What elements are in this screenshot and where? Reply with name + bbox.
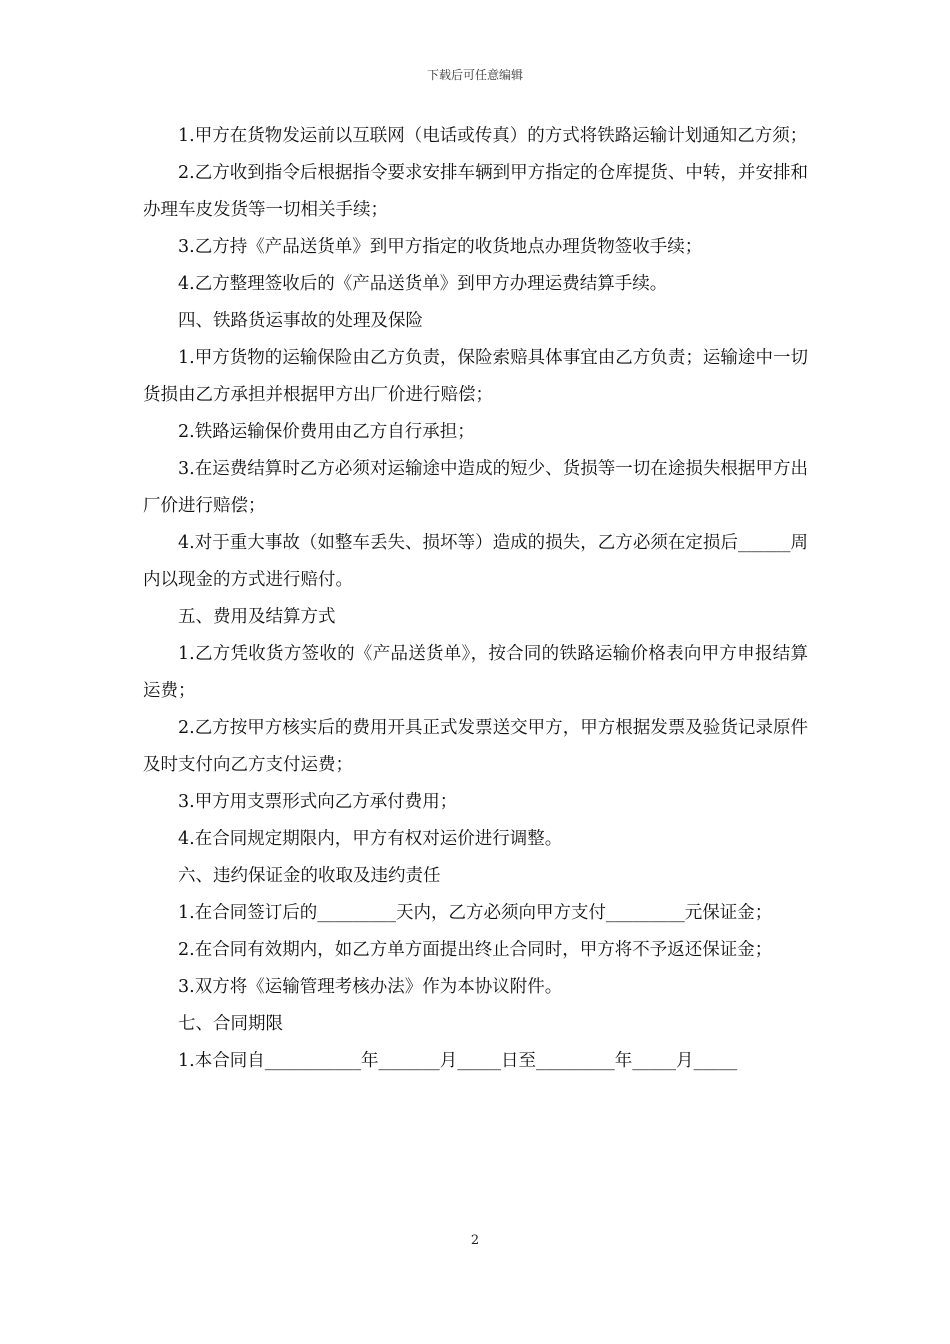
page-number: 2 bbox=[470, 1233, 480, 1248]
paragraph: 1.甲方在货物发运前以互联网（电话或传真）的方式将铁路运输计划通知乙方须； bbox=[178, 126, 808, 146]
paragraph: 1.甲方货物的运输保险由乙方负责，保险索赔具体事宜由乙方负责；运输途中一切货损由乙方承担并根据甲方出厂价进行赔偿； bbox=[143, 348, 808, 405]
paragraph: 2.铁路运输保价费用由乙方自行承担； bbox=[178, 422, 475, 442]
paragraph: 2.在合同有效期内，如乙方单方面提出终止合同时，甲方将不予返还保证金； bbox=[178, 940, 773, 960]
section-heading: 六、违约保证金的收取及违约责任 bbox=[178, 866, 441, 886]
paragraph: 4.乙方整理签收后的《产品送货单》到甲方办理运费结算手续。 bbox=[178, 274, 668, 294]
document-body bbox=[143, 118, 808, 1080]
paragraph: 1.乙方凭收货方签收的《产品送货单》，按合同的铁路运输价格表向甲方申报结算运费； bbox=[143, 644, 808, 701]
section-heading: 七、合同期限 bbox=[178, 1014, 283, 1034]
paragraph: 1.本合同自___________年_______月_____日至_________年_____月_____ bbox=[178, 1051, 738, 1071]
paragraph: 3.甲方用支票形式向乙方承付费用； bbox=[178, 792, 458, 812]
paragraph: 3.在运费结算时乙方必须对运输途中造成的短少、货损等一切在途损失根据甲方出厂价进行赔偿； bbox=[143, 459, 808, 516]
paragraph: 3.乙方持《产品送货单》到甲方指定的收货地点办理货物签收手续； bbox=[178, 237, 703, 257]
paragraph: 2.乙方收到指令后根据指令要求安排车辆到甲方指定的仓库提货、中转，并安排和办理车皮发货等一切相关手续； bbox=[143, 163, 808, 220]
paragraph: 4.在合同规定期限内，甲方有权对运价进行调整。 bbox=[178, 829, 563, 849]
paragraph: 1.在合同签订后的_________天内，乙方必须向甲方支付_________元保证金； bbox=[178, 903, 773, 923]
paragraph: 3.双方将《运输管理考核办法》作为本协议附件。 bbox=[178, 977, 563, 997]
section-heading: 四、铁路货运事故的处理及保险 bbox=[178, 311, 423, 331]
page-header: 下载后可任意编辑 bbox=[426, 68, 523, 82]
section-heading: 五、费用及结算方式 bbox=[178, 607, 336, 627]
paragraph: 2.乙方按甲方核实后的费用开具正式发票送交甲方，甲方根据发票及验货记录原件及时支付向乙方支付运费； bbox=[143, 718, 808, 775]
paragraph: 4.对于重大事故（如整车丢失、损坏等）造成的损失，乙方必须在定损后______周内以现金的方式进行赔付。 bbox=[143, 533, 808, 590]
